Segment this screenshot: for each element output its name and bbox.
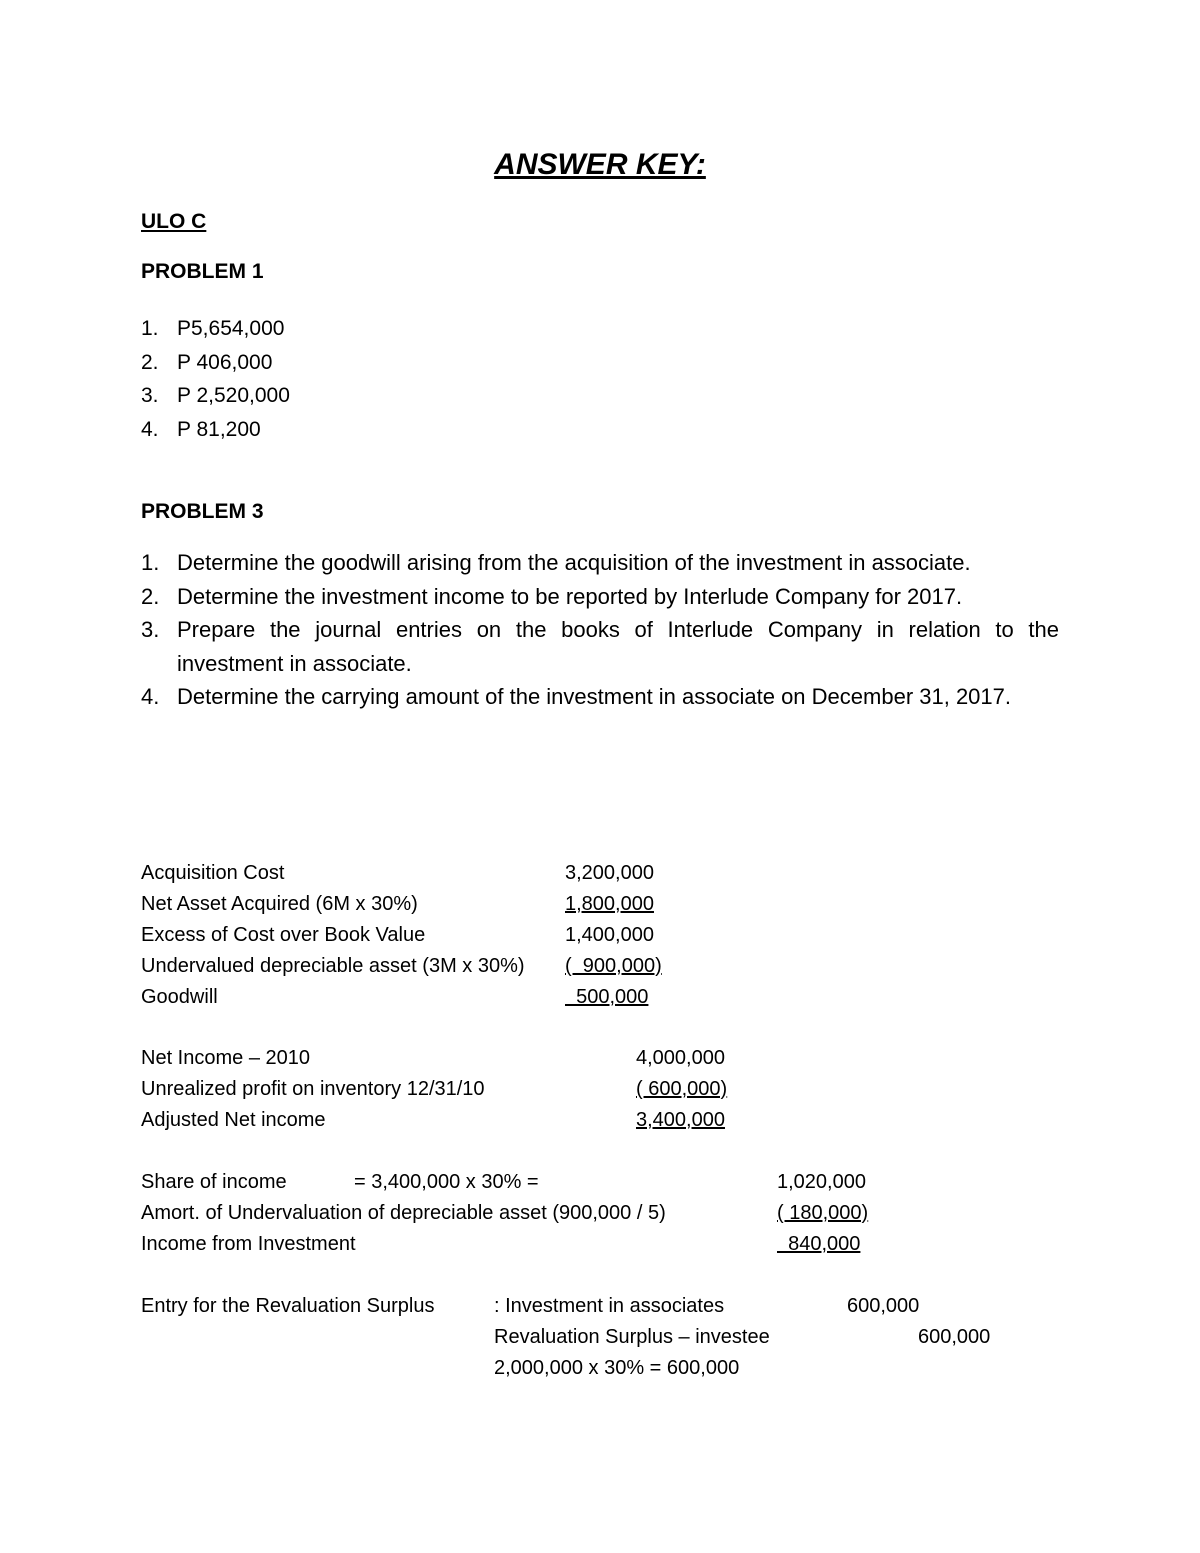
question-text: Determine the carrying amount of the investment in associate on December 31, 2017. [177,684,1012,709]
answer-value: P 81,200 [177,417,261,441]
net-income-value: 4,000,000 [636,1047,725,1069]
goodwill-value: 500,000 [565,986,649,1008]
investment-income-value: ( 180,000) [777,1202,869,1224]
list-number: 3. [141,384,159,407]
investment-income-value: 1,020,000 [777,1171,866,1193]
investment-income-label: Income from Investment [141,1233,356,1255]
answer-value: P 2,520,000 [177,384,290,407]
list-number: 2. [141,350,159,374]
goodwill-label: Net Asset Acquired (6M x 30%) [141,893,418,915]
page-title: ANSWER KEY: [494,148,706,181]
net-income-label: Net Income – 2010 [141,1047,310,1069]
ulo-heading: ULO C [141,210,207,233]
goodwill-label: Undervalued depreciable asset (3M x 30%) [141,955,525,977]
investment-income-value: 840,000 [777,1233,861,1255]
answer-value: P5,654,000 [177,317,285,340]
list-number: 4. [141,684,160,709]
problem1-answer-list [141,312,290,446]
list-number: 2. [141,583,160,609]
goodwill-value: ( 900,000) [565,955,662,977]
list-item [141,546,1059,580]
investment-income-label: Amort. of Undervaluation of depreciable asset (900,000 / 5) [141,1202,666,1224]
investment-income-label: Share of income [141,1171,287,1193]
list-number: 1. [141,317,159,340]
goodwill-label: Goodwill [141,986,218,1008]
net-income-label: Adjusted Net income [141,1109,326,1131]
list-item [141,680,1059,714]
revaluation-credit-account: Revaluation Surplus – investee [494,1326,770,1348]
problem3-question-list [141,546,1059,714]
question-text: Determine the investment income to be reported by Interlude Company for 2017. [177,583,963,609]
list-item [141,346,290,380]
list-item [141,312,290,346]
revaluation-computation: 2,000,000 x 30% = 600,000 [494,1357,740,1379]
revaluation-debit-account: : Investment in associates [494,1295,725,1317]
revaluation-label: Entry for the Revaluation Surplus [141,1295,435,1317]
net-income-value: 3,400,000 [636,1109,725,1131]
goodwill-label: Excess of Cost over Book Value [141,924,426,946]
goodwill-value: 1,400,000 [565,924,654,946]
list-item [141,580,1059,614]
problem1-heading: PROBLEM 1 [141,260,264,283]
goodwill-label: Acquisition Cost [141,862,285,884]
goodwill-value: 1,800,000 [565,893,654,915]
list-number: 1. [141,550,160,575]
revaluation-credit-amount: 600,000 [918,1326,991,1348]
revaluation-debit-amount: 600,000 [847,1295,920,1317]
list-number: 4. [141,417,159,441]
list-item [141,613,1059,680]
list-item [141,379,290,413]
list-number: 3. [141,617,160,642]
list-item [141,413,290,447]
investment-income-formula: = 3,400,000 x 30% = [354,1171,539,1193]
question-text: Determine the goodwill arising from the acquisition of the investment in associate. [177,550,971,575]
problem3-heading: PROBLEM 3 [141,500,264,523]
answer-value: P 406,000 [177,350,273,374]
question-text: Prepare the journal entries on the books of Interlude Company in relation to the investment in associate. [177,617,1059,676]
goodwill-value: 3,200,000 [565,862,654,884]
net-income-value: ( 600,000) [636,1078,728,1100]
net-income-label: Unrealized profit on inventory 12/31/10 [141,1078,485,1100]
